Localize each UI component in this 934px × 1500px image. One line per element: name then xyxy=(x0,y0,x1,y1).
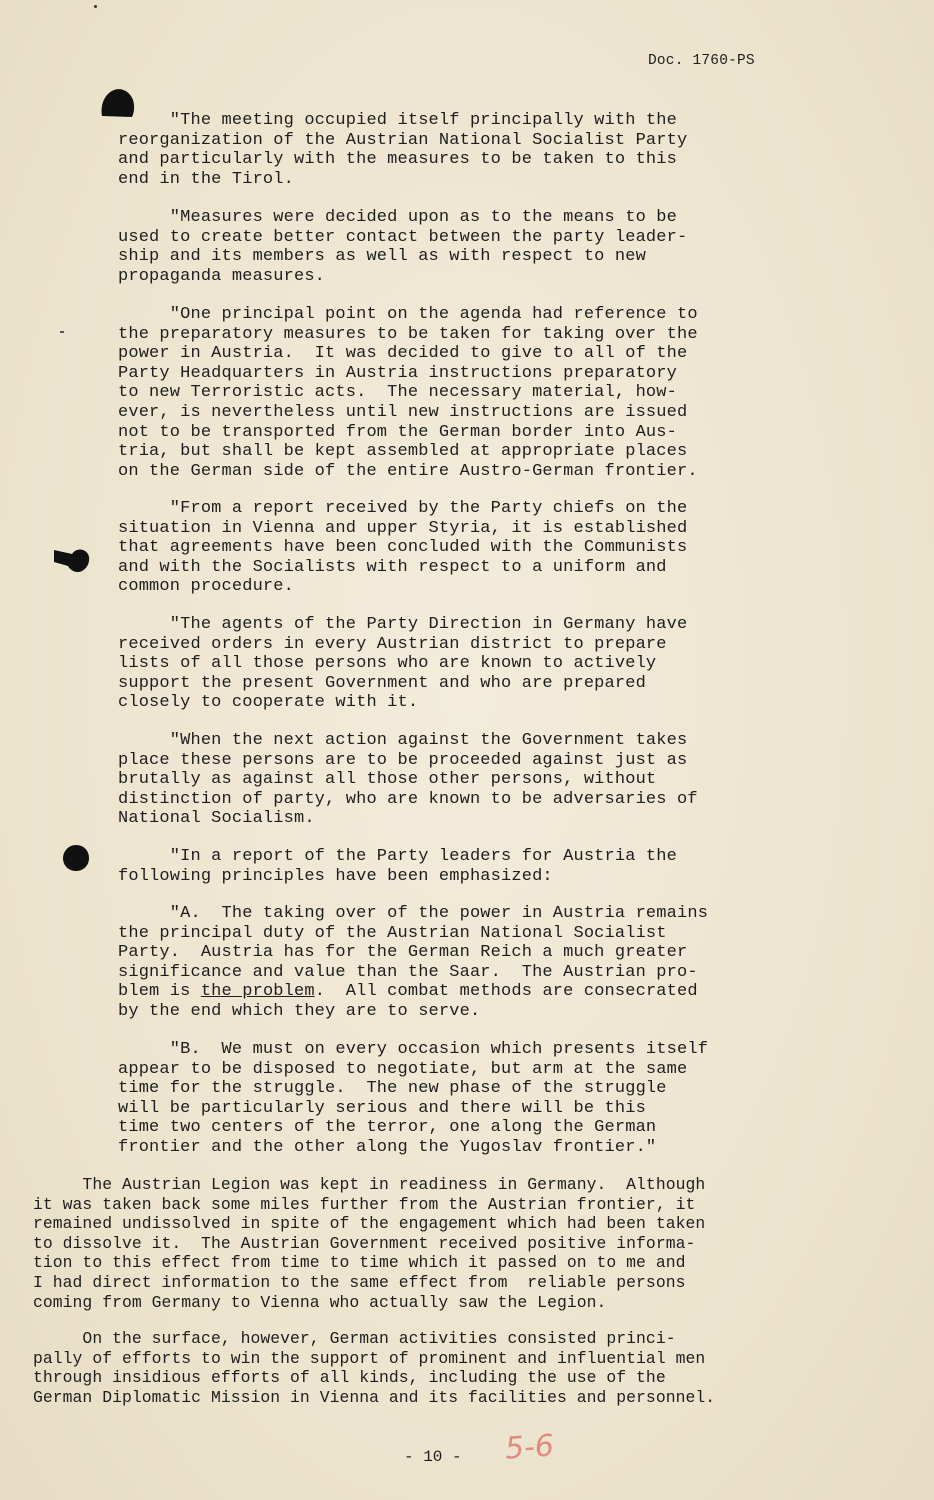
paragraph-report-vienna: "From a report received by the Party chiefs on the situation in Vienna and upper Styria, it is established that agreements have been concluded with the Communists and with the Socialists with respect to a uniform and common procedure. xyxy=(118,499,688,597)
paragraph-austrian-legion: The Austrian Legion was kept in readiness in Germany. Although it was taken back some miles further from the Austrian frontier, it remained undissolved in spite of the engagement which had been taken to dissolve it. The Austrian Government received positive informa- tion to this effect from time to time which it passed on to me and I had direct information to the same effect from reliable persons coming from Germany to Vienna who actually saw the Legion. xyxy=(33,1175,706,1312)
paragraph-measures: "Measures were decided upon as to the means to be used to create better contact between the party leader- ship and its members as well as with respect to new propaganda measures. xyxy=(118,208,688,286)
paragraph-agenda: "One principal point on the agenda had reference to the preparatory measures to be taken for taking over the power in Austria. It was decided to give to all of the Party Headquarters in Austria instructions preparatory to new Terroristic acts. The necessary material, how- ever, is nevertheless until new instructions are issued not to be transported from the German border into Aus- tria, but shall be kept assembled at appropriate places on the German side of the entire Austro-German frontier. xyxy=(118,305,698,481)
page-number: - 10 - xyxy=(404,1448,462,1466)
paragraph-principle-a: "A. The taking over of the power in Austria remains the principal duty of the Austrian National Socialist Party. Austria has for the German Reich a much greater significance and value than the Saar. The Austrian pro- blem is the problem. All combat methods are consecrated by the end which they are to serve. xyxy=(118,904,709,1021)
paragraph-meeting: "The meeting occupied itself principally with the reorganization of the Austrian National Socialist Party and particularly with the measures to be taken to this end in the Tirol. xyxy=(118,111,688,189)
underlined-phrase: the problem xyxy=(200,982,315,1002)
top-dot-mark xyxy=(94,5,97,8)
margin-dot-mark xyxy=(60,842,92,874)
handwritten-note: 5-6 xyxy=(503,1428,556,1467)
paragraph-principles: "In a report of the Party leaders for Austria the following principles have been emphasized: xyxy=(118,847,677,886)
paragraph-principle-b: "B. We must on every occasion which presents itself appear to be disposed to negotiate, but arm at the same time for the struggle. The new phase of the struggle will be particularly serious and there will be this time two centers of the terror, one along the German frontier and the other along the Yugoslav frontier." xyxy=(118,1040,709,1157)
paragraph-next-action: "When the next action against the Government takes place these persons are to be proceeded against just as brutally as against all those other persons, without distinction of party, who are known to be adversaries of National Socialism. xyxy=(118,731,698,829)
margin-tick-mark xyxy=(60,331,64,333)
paragraph-agents: "The agents of the Party Direction in Germany have received orders in every Austrian district to prepare lists of all those persons who are known to actively support the present Government and who are prepared closely to cooperate with it. xyxy=(118,615,688,713)
pointing-hand-mark xyxy=(52,540,92,576)
paragraph-german-activities: On the surface, however, German activities consisted princi- pally of efforts to win the support of prominent and influential men through insidious efforts of all kinds, including the use of the German Diplomatic Mission in Vienna and its facilities and personnel. xyxy=(33,1329,716,1407)
document-reference: Doc. 1760-PS xyxy=(648,53,755,69)
